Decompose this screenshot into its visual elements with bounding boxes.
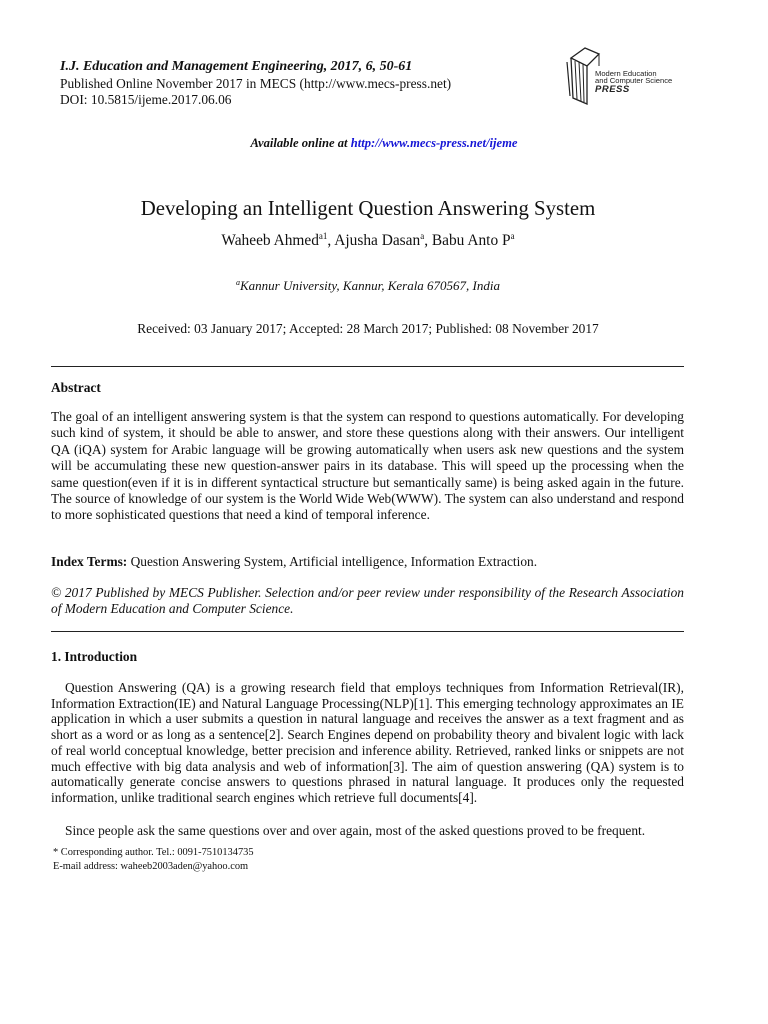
publication-dates: Received: 03 January 2017; Accepted: 28 March 2017; Published: 08 November 2017 [137, 321, 599, 336]
journal-volume: 2017, 6, 50-61 [330, 59, 413, 74]
abstract-text: The goal of an intelligent answering system is that the system can respond to questions automatically. For developing such kind of system, it should be able to answer, and store these questions along with their answers. Our intelligent QA (iQA) system for Arabic language will be growing automatically when users ask new questions and the system will be accumulating these new question-answer pairs in its database. This will speed up the processing when the same question(even if it is in different syntactical structure but semantically same) is being asked again in the future. The source of knowledge of our system is the World Wide Web(WWW). The system can also understand and respond to more sophisticated questions that need a kind of temporal inference. [51, 409, 684, 523]
mecs-press-logo [565, 44, 685, 106]
corresponding-author: * Corresponding author. Tel.: 0091-7510134735 [53, 847, 254, 858]
paper-title: Developing an Intelligent Question Answering System [140, 197, 596, 220]
author-sup: a [420, 231, 425, 241]
doi: DOI: 10.5815/ijeme.2017.06.06 [60, 92, 232, 107]
journal-name: I.J. Education and Management Engineering, [60, 59, 328, 74]
divider [51, 631, 684, 632]
intro-paragraph: Since people ask the same questions over and over again, most of the asked questions proved to be frequent. [65, 823, 646, 838]
author-sup: a1 [318, 231, 328, 241]
copyright-notice: © 2017 Published by MECS Publisher. Selection and/or peer review under responsibility of the Research Association of Modern Education and Computer Science. [51, 585, 684, 617]
section-heading: 1. Introduction [51, 649, 138, 664]
author-email: E-mail address: waheeb2003aden@yahoo.com [53, 861, 249, 872]
affiliation: $^a$Kannur University, Kannur, Kerala 670567, India [235, 278, 500, 293]
available-online: Available online at http://www.mecs-press.net/ijeme [250, 136, 518, 150]
intro-paragraph: Question Answering (QA) is a growing research field that employs techniques from Information Retrieval(IR), Information Extraction(IE) and Natural Language Processing(NLP)[1]. This emerging technology approximates an IE application in which a user submits a question in natural language and receives the answer as a text fragment and as short as a word or as long as a sentence[2]. Search Engines depend on probability theory and bivalent logic with lack of real world conceptual knowledge, better precision and inference ability. Retrieved, ranked links or snippets are not much effective with big data analysis and web of information[3]. The aim of question answering (QA) system is to automatically generate concise answers to questions phrased in natural language. It produces only the requested information, unlike traditional search engines which retrieve full documents[4]. [51, 680, 684, 805]
abstract-heading: Abstract [51, 380, 101, 395]
author-name: Babu Anto P [431, 232, 511, 249]
author-sup: a [510, 231, 515, 241]
author-name: Waheeb Ahmed [221, 232, 319, 249]
divider [51, 366, 684, 367]
index-terms: Index Terms: Question Answering System, Artificial intelligence, Information Extraction. [51, 554, 538, 569]
publication-info: Published Online November 2017 in MECS (http://www.mecs-press.net) [60, 75, 452, 91]
author-list: Waheeb Ahmed$^{a1}$, Ajusha Dasan$^a$, Babu Anto $P^a$ [221, 231, 515, 249]
logo-press: PRESS [595, 84, 630, 95]
journal-header [60, 58, 451, 109]
author-name: Ajusha Dasan [334, 232, 421, 249]
logo-text: Modern Education and Computer Science [595, 69, 673, 86]
journal-link[interactable]: http://www.mecs-press.net/ijeme [350, 136, 518, 150]
footnote [53, 846, 254, 874]
